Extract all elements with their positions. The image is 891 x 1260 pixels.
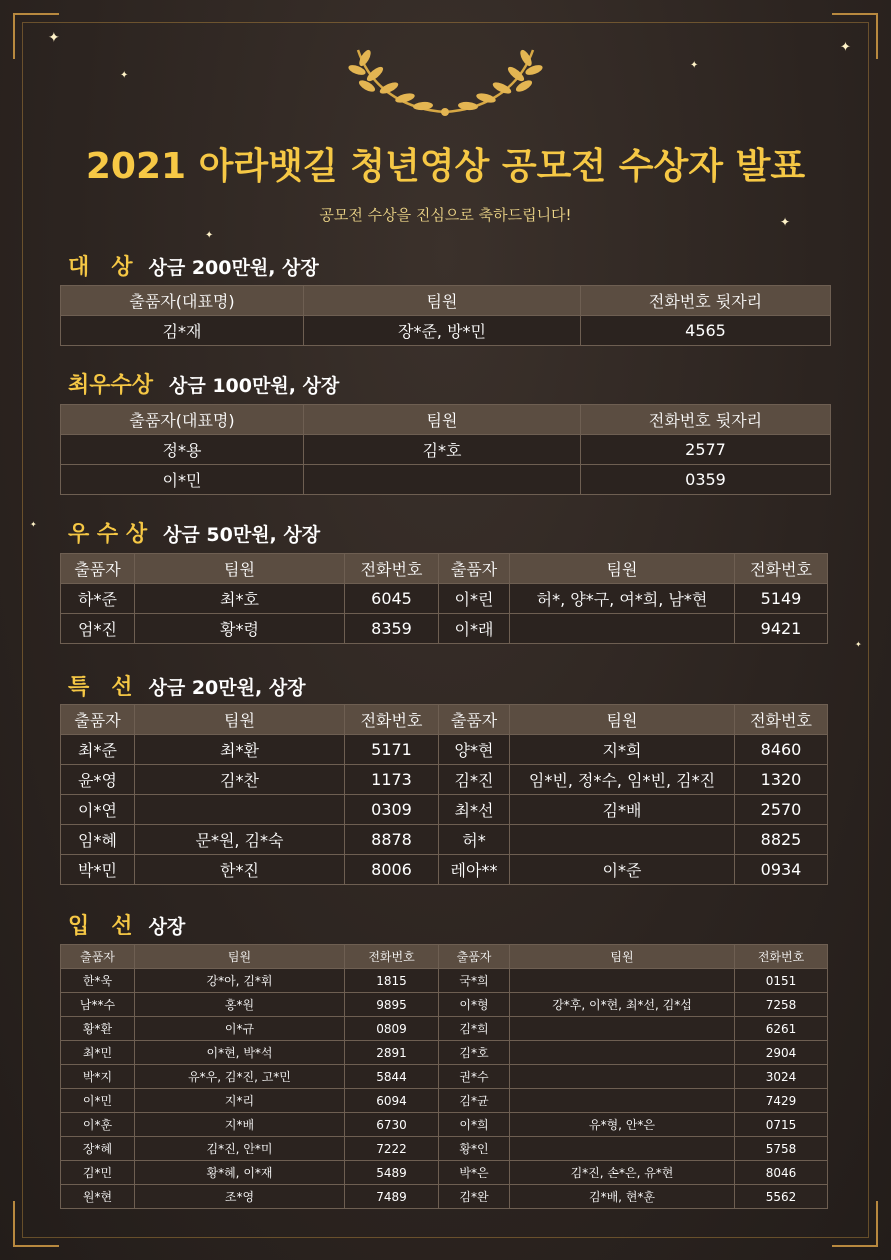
table-cell: 김*배, 현*훈: [510, 1185, 735, 1209]
table-cell: 8460: [735, 735, 828, 765]
section-title-selected: [68, 909, 185, 940]
column-header: 전화번호: [345, 705, 439, 735]
table-row: [61, 735, 828, 765]
table-cell: 정*용: [61, 435, 304, 465]
table-cell: 지*희: [510, 735, 735, 765]
corner-ornament-bottom-left: [13, 1201, 59, 1247]
table-row: [61, 825, 828, 855]
table-cell: 0309: [345, 795, 439, 825]
sparkle-icon: ✦: [690, 60, 699, 71]
table-row: [61, 465, 831, 495]
table-cell: 남**수: [61, 993, 135, 1017]
table-cell: 문*원, 김*숙: [135, 825, 345, 855]
table-cell: 김*진: [439, 765, 510, 795]
table-cell: 0934: [735, 855, 828, 885]
table-cell: [510, 614, 735, 644]
table-row: [61, 1185, 828, 1209]
table-cell: 6730: [345, 1113, 439, 1137]
column-header: 전화번호 뒷자리: [581, 405, 831, 435]
column-header: 출품자(대표명): [61, 286, 304, 316]
table-cell: 김*호: [304, 435, 581, 465]
table-cell: [135, 795, 345, 825]
column-header: 출품자: [61, 705, 135, 735]
table-cell: 국*희: [439, 969, 510, 993]
table-cell: 김*완: [439, 1185, 510, 1209]
table-row: [61, 969, 828, 993]
table-header-row: [61, 286, 831, 316]
grand-prize-table: [60, 285, 831, 346]
table-row: [61, 993, 828, 1017]
table-cell: 9421: [735, 614, 828, 644]
selected-prize-table: [60, 944, 828, 1209]
award-name: 대 상: [68, 255, 133, 280]
table-cell: 6094: [345, 1089, 439, 1113]
table-cell: 김*재: [61, 316, 304, 346]
table-cell: 8878: [345, 825, 439, 855]
table-cell: 양*현: [439, 735, 510, 765]
award-name: 최우수상: [68, 373, 154, 398]
table-row: [61, 316, 831, 346]
special-prize-table: [60, 704, 828, 885]
merit-prize-table: [60, 553, 828, 644]
corner-ornament-top-right: [832, 13, 878, 59]
table-row: [61, 795, 828, 825]
column-header: 팀원: [510, 554, 735, 584]
table-row: [61, 1113, 828, 1137]
table-header-row: [61, 405, 831, 435]
table-cell: [510, 969, 735, 993]
table-cell: 지*배: [135, 1113, 345, 1137]
award-prize: 상금 100만원, 상장: [169, 375, 340, 397]
table-cell: 하*준: [61, 584, 135, 614]
table-cell: 최*선: [439, 795, 510, 825]
table-header-row: [61, 554, 828, 584]
column-header: 팀원: [135, 705, 345, 735]
table-cell: 홍*원: [135, 993, 345, 1017]
table-cell: 최*호: [135, 584, 345, 614]
award-name: 입 선: [68, 914, 133, 939]
page-subtitle: 공모전 수상을 진심으로 축하드립니다!: [319, 206, 572, 224]
award-name: 우 수 상: [68, 522, 148, 547]
column-header: 전화번호 뒷자리: [581, 286, 831, 316]
column-header: 출품자(대표명): [61, 405, 304, 435]
column-header: 팀원: [304, 286, 581, 316]
table-cell: 8006: [345, 855, 439, 885]
column-header: 팀원: [510, 705, 735, 735]
table-row: [61, 855, 828, 885]
sparkle-icon: ✦: [48, 30, 60, 46]
table-cell: 이*규: [135, 1017, 345, 1041]
sparkle-icon: ✦: [855, 640, 862, 649]
column-header: 팀원: [304, 405, 581, 435]
table-cell: 김*진, 손*은, 유*현: [510, 1161, 735, 1185]
table-cell: 이*린: [439, 584, 510, 614]
corner-ornament-bottom-right: [832, 1201, 878, 1247]
table-cell: 원*현: [61, 1185, 135, 1209]
table-cell: 윤*영: [61, 765, 135, 795]
table-cell: 이*연: [61, 795, 135, 825]
table-cell: 8825: [735, 825, 828, 855]
table-cell: 이*래: [439, 614, 510, 644]
table-cell: 이*현, 박*석: [135, 1041, 345, 1065]
table-cell: 8046: [735, 1161, 828, 1185]
column-header: 전화번호: [735, 554, 828, 584]
table-cell: 김*찬: [135, 765, 345, 795]
page-title: 2021 아라뱃길 청년영상 공모전 수상자 발표: [85, 146, 806, 187]
table-header-row: [61, 945, 828, 969]
table-header-row: [61, 705, 828, 735]
table-cell: 이*형: [439, 993, 510, 1017]
table-cell: [510, 1017, 735, 1041]
table-cell: 한*진: [135, 855, 345, 885]
column-header: 출품자: [439, 554, 510, 584]
table-cell: 박*지: [61, 1065, 135, 1089]
section-title-grand: [68, 250, 319, 281]
table-cell: 2570: [735, 795, 828, 825]
table-cell: 이*준: [510, 855, 735, 885]
table-cell: 황*인: [439, 1137, 510, 1161]
table-cell: [510, 825, 735, 855]
table-cell: [304, 465, 581, 495]
column-header: 팀원: [135, 945, 345, 969]
table-cell: 박*은: [439, 1161, 510, 1185]
column-header: 전화번호: [735, 705, 828, 735]
section-title-special: [68, 670, 306, 701]
award-prize: 상장: [148, 916, 186, 938]
table-cell: 5562: [735, 1185, 828, 1209]
table-row: [61, 1161, 828, 1185]
table-cell: 김*민: [61, 1161, 135, 1185]
table-cell: 황*혜, 이*재: [135, 1161, 345, 1185]
section-title-excellence: [68, 368, 339, 399]
table-cell: 이*민: [61, 1089, 135, 1113]
table-cell: 황*환: [61, 1017, 135, 1041]
award-name: 특 선: [68, 675, 133, 700]
table-cell: 임*혜: [61, 825, 135, 855]
table-row: [61, 765, 828, 795]
sparkle-icon: ✦: [120, 70, 129, 81]
table-cell: 7429: [735, 1089, 828, 1113]
table-cell: 김*배: [510, 795, 735, 825]
table-cell: 레아**: [439, 855, 510, 885]
table-row: [61, 1137, 828, 1161]
column-header: 출품자: [439, 945, 510, 969]
table-cell: 박*민: [61, 855, 135, 885]
table-cell: 6045: [345, 584, 439, 614]
table-cell: 0151: [735, 969, 828, 993]
table-cell: 7489: [345, 1185, 439, 1209]
column-header: 출품자: [61, 945, 135, 969]
table-cell: 허*: [439, 825, 510, 855]
table-cell: 김*호: [439, 1041, 510, 1065]
table-row: [61, 435, 831, 465]
column-header: 출품자: [61, 554, 135, 584]
table-cell: 김*균: [439, 1089, 510, 1113]
award-prize: 상금 50만원, 상장: [163, 524, 321, 546]
table-row: [61, 584, 828, 614]
table-cell: 0359: [581, 465, 831, 495]
table-cell: 5758: [735, 1137, 828, 1161]
table-cell: 1320: [735, 765, 828, 795]
laurel-wreath-icon: [343, 40, 548, 120]
table-cell: 황*령: [135, 614, 345, 644]
table-cell: 김*희: [439, 1017, 510, 1041]
table-cell: 2904: [735, 1041, 828, 1065]
table-cell: 지*리: [135, 1089, 345, 1113]
table-cell: 이*민: [61, 465, 304, 495]
table-row: [61, 1017, 828, 1041]
table-cell: 6261: [735, 1017, 828, 1041]
column-header: 팀원: [135, 554, 345, 584]
excellence-prize-table: [60, 404, 831, 495]
table-cell: 이*훈: [61, 1113, 135, 1137]
table-cell: 유*우, 김*진, 고*민: [135, 1065, 345, 1089]
column-header: 출품자: [439, 705, 510, 735]
table-cell: [510, 1089, 735, 1113]
table-cell: 5844: [345, 1065, 439, 1089]
column-header: 전화번호: [345, 554, 439, 584]
table-cell: 장*준, 방*민: [304, 316, 581, 346]
table-cell: [510, 1137, 735, 1161]
table-cell: 이*희: [439, 1113, 510, 1137]
table-cell: 유*형, 안*은: [510, 1113, 735, 1137]
sparkle-icon: ✦: [840, 40, 851, 55]
table-cell: 최*준: [61, 735, 135, 765]
table-cell: 권*수: [439, 1065, 510, 1089]
table-cell: 7222: [345, 1137, 439, 1161]
table-cell: 0809: [345, 1017, 439, 1041]
table-cell: 최*민: [61, 1041, 135, 1065]
table-row: [61, 1065, 828, 1089]
table-row: [61, 1041, 828, 1065]
table-cell: 김*진, 안*미: [135, 1137, 345, 1161]
table-cell: 2577: [581, 435, 831, 465]
sparkle-icon: ✦: [205, 230, 214, 241]
table-cell: 1815: [345, 969, 439, 993]
table-cell: 강*아, 김*휘: [135, 969, 345, 993]
table-cell: 3024: [735, 1065, 828, 1089]
table-cell: 7258: [735, 993, 828, 1017]
table-cell: 5149: [735, 584, 828, 614]
table-cell: 5171: [345, 735, 439, 765]
section-title-merit: [68, 517, 320, 548]
table-cell: 허*, 양*구, 여*희, 남*현: [510, 584, 735, 614]
award-prize: 상금 200만원, 상장: [148, 257, 319, 279]
table-cell: 0715: [735, 1113, 828, 1137]
table-cell: 9895: [345, 993, 439, 1017]
table-cell: [510, 1065, 735, 1089]
table-cell: 조*영: [135, 1185, 345, 1209]
table-cell: 4565: [581, 316, 831, 346]
column-header: 팀원: [510, 945, 735, 969]
table-cell: 5489: [345, 1161, 439, 1185]
table-cell: 최*환: [135, 735, 345, 765]
table-cell: 엄*진: [61, 614, 135, 644]
sparkle-icon: ✦: [30, 520, 37, 529]
column-header: 전화번호: [345, 945, 439, 969]
award-prize: 상금 20만원, 상장: [148, 677, 306, 699]
sparkle-icon: ✦: [780, 215, 791, 229]
column-header: 전화번호: [735, 945, 828, 969]
table-cell: 2891: [345, 1041, 439, 1065]
table-cell: 임*빈, 정*수, 임*빈, 김*진: [510, 765, 735, 795]
table-row: [61, 1089, 828, 1113]
table-cell: 한*욱: [61, 969, 135, 993]
table-row: [61, 614, 828, 644]
table-cell: 강*후, 이*현, 최*선, 김*섭: [510, 993, 735, 1017]
table-cell: [510, 1041, 735, 1065]
table-cell: 8359: [345, 614, 439, 644]
table-cell: 장*혜: [61, 1137, 135, 1161]
table-cell: 1173: [345, 765, 439, 795]
